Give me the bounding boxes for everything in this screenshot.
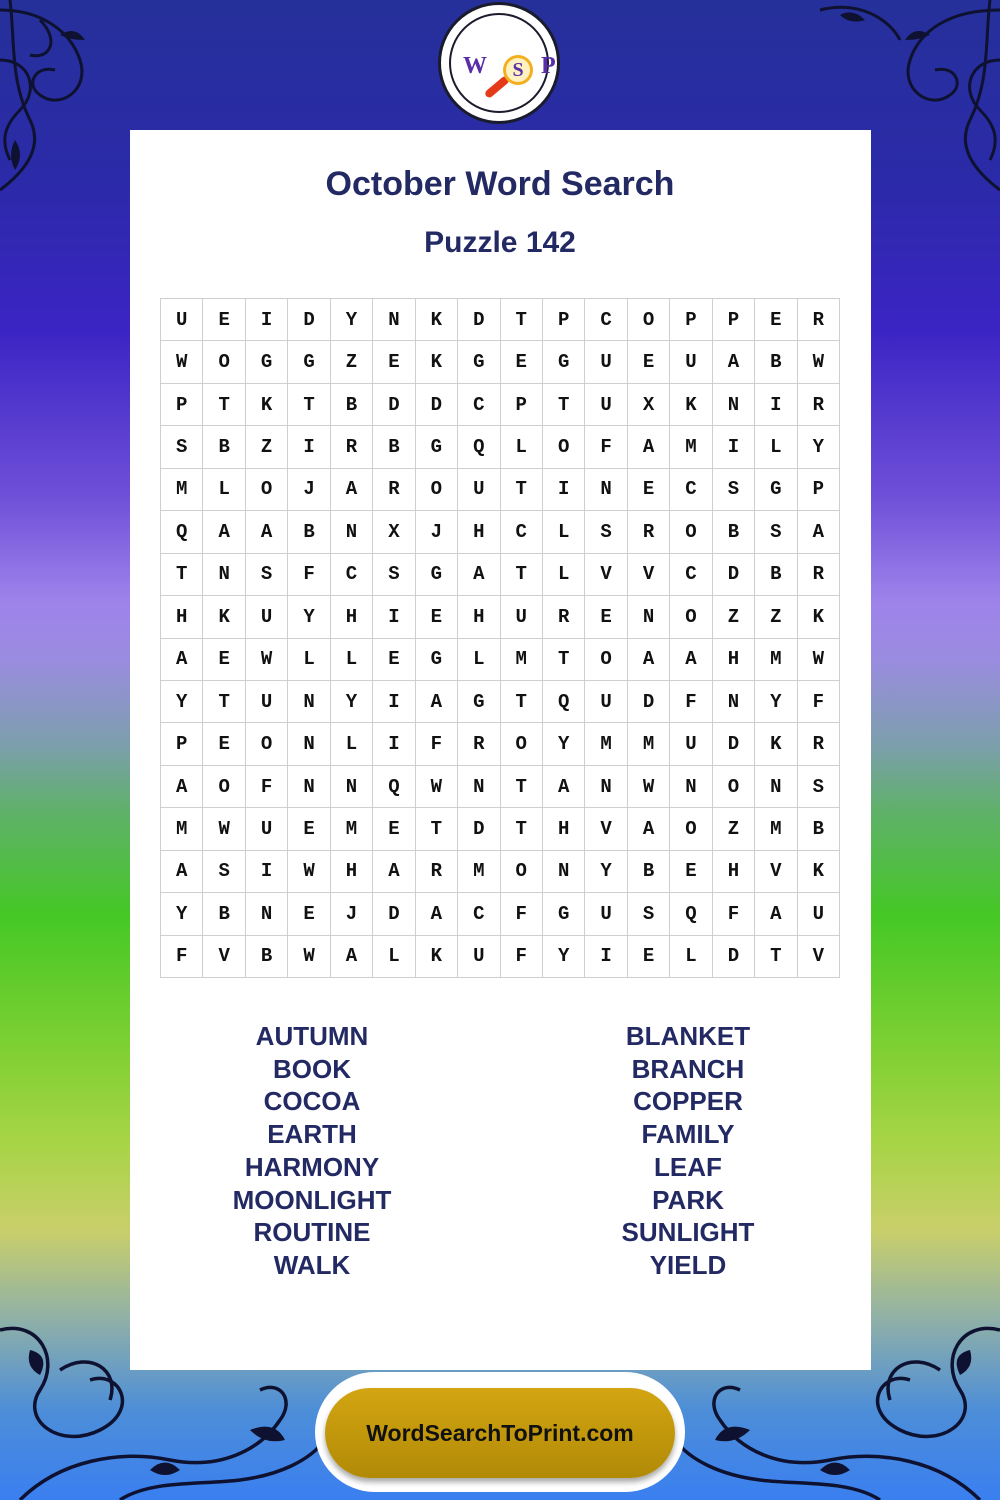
grid-cell[interactable]: I bbox=[246, 299, 288, 341]
grid-cell[interactable]: N bbox=[713, 384, 755, 426]
grid-cell[interactable]: B bbox=[246, 936, 288, 978]
grid-cell[interactable]: M bbox=[755, 808, 797, 850]
grid-cell[interactable]: E bbox=[755, 299, 797, 341]
grid-cell[interactable]: Y bbox=[543, 723, 585, 765]
grid-cell[interactable]: F bbox=[798, 681, 840, 723]
grid-cell[interactable]: L bbox=[755, 426, 797, 468]
grid-cell[interactable]: Y bbox=[585, 851, 627, 893]
grid-cell[interactable]: Z bbox=[331, 341, 373, 383]
grid-cell[interactable]: A bbox=[331, 469, 373, 511]
grid-cell[interactable]: C bbox=[331, 554, 373, 596]
grid-cell[interactable]: S bbox=[755, 511, 797, 553]
grid-cell[interactable]: L bbox=[373, 936, 415, 978]
grid-cell[interactable]: F bbox=[670, 681, 712, 723]
grid-cell[interactable]: L bbox=[288, 639, 330, 681]
grid-cell[interactable]: D bbox=[628, 681, 670, 723]
grid-cell[interactable]: U bbox=[670, 723, 712, 765]
puzzle-number: Puzzle 142 bbox=[424, 226, 576, 259]
grid-cell[interactable]: H bbox=[458, 596, 500, 638]
grid-cell[interactable]: E bbox=[288, 808, 330, 850]
grid-cell[interactable]: G bbox=[288, 341, 330, 383]
grid-cell[interactable]: F bbox=[416, 723, 458, 765]
grid-cell[interactable]: A bbox=[373, 851, 415, 893]
grid-cell[interactable]: I bbox=[373, 723, 415, 765]
grid-cell[interactable]: M bbox=[458, 851, 500, 893]
grid-cell[interactable]: B bbox=[798, 808, 840, 850]
grid-cell[interactable]: F bbox=[501, 936, 543, 978]
grid-cell[interactable]: W bbox=[798, 341, 840, 383]
grid-cell[interactable]: N bbox=[331, 766, 373, 808]
word-item: BOOK bbox=[273, 1053, 351, 1084]
grid-cell[interactable]: T bbox=[501, 766, 543, 808]
grid-cell[interactable]: E bbox=[288, 893, 330, 935]
grid-cell[interactable]: Q bbox=[670, 893, 712, 935]
grid-cell[interactable]: F bbox=[585, 426, 627, 468]
grid-cell[interactable]: R bbox=[798, 384, 840, 426]
grid-cell[interactable]: T bbox=[501, 469, 543, 511]
grid-cell[interactable]: B bbox=[755, 341, 797, 383]
grid-cell[interactable]: W bbox=[288, 851, 330, 893]
grid-cell[interactable]: R bbox=[458, 723, 500, 765]
grid-cell[interactable]: T bbox=[416, 808, 458, 850]
grid-cell[interactable]: D bbox=[713, 554, 755, 596]
grid-cell[interactable]: T bbox=[501, 299, 543, 341]
grid-cell[interactable]: I bbox=[543, 469, 585, 511]
grid-cell[interactable]: A bbox=[798, 511, 840, 553]
grid-cell[interactable]: K bbox=[798, 596, 840, 638]
logo-letter-w: W bbox=[463, 53, 487, 79]
word-item: MOONLIGHT bbox=[232, 1184, 392, 1215]
grid-cell[interactable]: G bbox=[246, 341, 288, 383]
grid-cell[interactable]: A bbox=[246, 511, 288, 553]
grid-cell[interactable]: P bbox=[798, 469, 840, 511]
grid-cell[interactable]: D bbox=[288, 299, 330, 341]
grid-cell[interactable]: S bbox=[161, 426, 203, 468]
grid-cell[interactable]: I bbox=[755, 384, 797, 426]
grid-cell[interactable]: E bbox=[203, 299, 245, 341]
grid-cell[interactable]: S bbox=[585, 511, 627, 553]
grid-cell[interactable]: S bbox=[203, 851, 245, 893]
grid-cell[interactable]: L bbox=[458, 639, 500, 681]
grid-cell[interactable]: N bbox=[331, 511, 373, 553]
grid-cell[interactable]: V bbox=[755, 851, 797, 893]
grid-cell[interactable]: T bbox=[501, 681, 543, 723]
grid-cell[interactable]: N bbox=[458, 766, 500, 808]
grid-cell[interactable]: D bbox=[373, 893, 415, 935]
grid-cell[interactable]: G bbox=[458, 681, 500, 723]
grid-cell[interactable]: E bbox=[203, 639, 245, 681]
grid-cell[interactable]: Q bbox=[543, 681, 585, 723]
grid-cell[interactable]: B bbox=[755, 554, 797, 596]
grid-cell[interactable]: L bbox=[331, 639, 373, 681]
grid-cell[interactable]: Z bbox=[713, 808, 755, 850]
grid-cell[interactable]: D bbox=[416, 384, 458, 426]
grid-cell[interactable]: U bbox=[501, 596, 543, 638]
grid-cell[interactable]: U bbox=[798, 893, 840, 935]
grid-cell[interactable]: M bbox=[628, 723, 670, 765]
grid-cell[interactable]: T bbox=[203, 384, 245, 426]
grid-cell[interactable]: E bbox=[628, 469, 670, 511]
grid-cell[interactable]: H bbox=[458, 511, 500, 553]
grid-cell[interactable]: Y bbox=[161, 893, 203, 935]
word-item: WALK bbox=[273, 1249, 351, 1280]
grid-cell[interactable]: H bbox=[331, 596, 373, 638]
grid-cell[interactable]: A bbox=[628, 426, 670, 468]
grid-cell[interactable]: Y bbox=[543, 936, 585, 978]
grid-cell[interactable]: V bbox=[203, 936, 245, 978]
grid-cell[interactable]: F bbox=[501, 893, 543, 935]
grid-cell[interactable]: A bbox=[628, 639, 670, 681]
grid-cell[interactable]: R bbox=[331, 426, 373, 468]
grid-cell[interactable]: U bbox=[458, 936, 500, 978]
grid-cell[interactable]: V bbox=[585, 554, 627, 596]
grid-cell[interactable]: B bbox=[628, 851, 670, 893]
grid-cell[interactable]: I bbox=[585, 936, 627, 978]
grid-cell[interactable]: T bbox=[288, 384, 330, 426]
grid-cell[interactable]: K bbox=[246, 384, 288, 426]
grid-cell[interactable]: C bbox=[501, 511, 543, 553]
word-list-left bbox=[162, 1020, 462, 1282]
grid-cell[interactable]: P bbox=[161, 723, 203, 765]
grid-cell[interactable]: G bbox=[458, 341, 500, 383]
grid-cell[interactable]: B bbox=[373, 426, 415, 468]
grid-cell[interactable]: H bbox=[161, 596, 203, 638]
grid-cell[interactable]: I bbox=[246, 851, 288, 893]
grid-cell[interactable]: L bbox=[670, 936, 712, 978]
grid-cell[interactable]: T bbox=[501, 554, 543, 596]
grid-cell[interactable]: B bbox=[331, 384, 373, 426]
grid-cell[interactable]: I bbox=[373, 596, 415, 638]
grid-cell[interactable]: D bbox=[713, 936, 755, 978]
grid-cell[interactable]: Q bbox=[161, 511, 203, 553]
grid-cell[interactable]: I bbox=[713, 426, 755, 468]
grid-cell[interactable]: C bbox=[458, 893, 500, 935]
grid-cell[interactable]: H bbox=[543, 808, 585, 850]
grid-cell[interactable]: V bbox=[628, 554, 670, 596]
grid-cell[interactable]: B bbox=[288, 511, 330, 553]
grid-cell[interactable]: W bbox=[246, 639, 288, 681]
grid-cell[interactable]: O bbox=[670, 596, 712, 638]
grid-cell[interactable]: G bbox=[416, 426, 458, 468]
grid-cell[interactable]: I bbox=[288, 426, 330, 468]
grid-cell[interactable]: O bbox=[713, 766, 755, 808]
grid-cell[interactable]: N bbox=[755, 766, 797, 808]
grid-cell[interactable]: K bbox=[798, 851, 840, 893]
word-item: COPPER bbox=[633, 1086, 743, 1117]
grid-cell[interactable]: K bbox=[670, 384, 712, 426]
grid-cell[interactable]: D bbox=[458, 299, 500, 341]
grid-cell[interactable]: R bbox=[798, 299, 840, 341]
grid-cell[interactable]: S bbox=[373, 554, 415, 596]
grid-cell[interactable]: M bbox=[755, 639, 797, 681]
grid-cell[interactable]: U bbox=[585, 893, 627, 935]
grid-cell[interactable]: M bbox=[585, 723, 627, 765]
grid-cell[interactable]: M bbox=[161, 469, 203, 511]
word-item: ROUTINE bbox=[253, 1217, 371, 1248]
grid-cell[interactable]: U bbox=[585, 681, 627, 723]
grid-cell[interactable]: P bbox=[670, 299, 712, 341]
grid-cell[interactable]: O bbox=[416, 469, 458, 511]
grid-cell[interactable]: U bbox=[161, 299, 203, 341]
grid-cell[interactable]: W bbox=[416, 766, 458, 808]
grid-cell[interactable]: N bbox=[713, 681, 755, 723]
grid-cell[interactable]: D bbox=[458, 808, 500, 850]
grid-cell[interactable]: A bbox=[161, 766, 203, 808]
grid-cell[interactable]: Z bbox=[246, 426, 288, 468]
grid-cell[interactable]: D bbox=[713, 723, 755, 765]
grid-cell[interactable]: G bbox=[755, 469, 797, 511]
grid-cell[interactable]: M bbox=[670, 426, 712, 468]
grid-cell[interactable]: T bbox=[501, 808, 543, 850]
grid-cell[interactable]: Y bbox=[798, 426, 840, 468]
grid-cell[interactable]: N bbox=[585, 766, 627, 808]
grid-cell[interactable]: A bbox=[203, 511, 245, 553]
grid-cell[interactable]: N bbox=[628, 596, 670, 638]
grid-cell[interactable]: E bbox=[203, 723, 245, 765]
grid-cell[interactable]: A bbox=[543, 766, 585, 808]
grid-cell[interactable]: P bbox=[501, 384, 543, 426]
grid-cell[interactable]: T bbox=[203, 681, 245, 723]
grid-cell[interactable]: A bbox=[161, 851, 203, 893]
grid-cell[interactable]: S bbox=[628, 893, 670, 935]
grid-cell[interactable]: L bbox=[543, 554, 585, 596]
grid-cell[interactable]: C bbox=[670, 554, 712, 596]
grid-cell[interactable]: A bbox=[628, 808, 670, 850]
grid-cell[interactable]: N bbox=[246, 893, 288, 935]
grid-cell[interactable]: W bbox=[203, 808, 245, 850]
grid-cell[interactable]: E bbox=[670, 851, 712, 893]
word-item: LEAF bbox=[654, 1151, 722, 1182]
grid-cell[interactable]: V bbox=[585, 808, 627, 850]
grid-cell[interactable]: O bbox=[628, 299, 670, 341]
word-item: YIELD bbox=[649, 1249, 727, 1280]
grid-cell[interactable]: P bbox=[543, 299, 585, 341]
logo-letter-s: S bbox=[503, 55, 533, 85]
grid-cell[interactable]: H bbox=[713, 851, 755, 893]
grid-cell[interactable]: X bbox=[628, 384, 670, 426]
grid-cell[interactable]: M bbox=[161, 808, 203, 850]
grid-cell[interactable]: W bbox=[798, 639, 840, 681]
grid-cell[interactable]: R bbox=[373, 469, 415, 511]
grid-cell[interactable]: T bbox=[161, 554, 203, 596]
grid-cell[interactable]: U bbox=[246, 808, 288, 850]
grid-cell[interactable]: Y bbox=[331, 299, 373, 341]
grid-cell[interactable]: J bbox=[288, 469, 330, 511]
grid-cell[interactable]: U bbox=[458, 469, 500, 511]
grid-cell[interactable]: F bbox=[246, 766, 288, 808]
grid-cell[interactable]: Z bbox=[713, 596, 755, 638]
grid-cell[interactable]: R bbox=[798, 723, 840, 765]
grid-cell[interactable]: N bbox=[585, 469, 627, 511]
grid-cell[interactable]: O bbox=[543, 426, 585, 468]
grid-cell[interactable]: A bbox=[670, 639, 712, 681]
grid-cell[interactable]: T bbox=[543, 384, 585, 426]
grid-cell[interactable]: N bbox=[543, 851, 585, 893]
grid-cell[interactable]: A bbox=[458, 554, 500, 596]
word-item: SUNLIGHT bbox=[621, 1217, 755, 1248]
grid-cell[interactable]: M bbox=[331, 808, 373, 850]
grid-cell[interactable]: K bbox=[416, 341, 458, 383]
grid-cell[interactable]: A bbox=[331, 936, 373, 978]
grid-cell[interactable]: O bbox=[203, 341, 245, 383]
grid-cell[interactable]: O bbox=[203, 766, 245, 808]
grid-cell[interactable]: U bbox=[246, 596, 288, 638]
grid-cell[interactable]: U bbox=[585, 341, 627, 383]
grid-cell[interactable]: B bbox=[713, 511, 755, 553]
grid-cell[interactable]: E bbox=[628, 936, 670, 978]
grid-cell[interactable]: I bbox=[373, 681, 415, 723]
grid-cell[interactable]: U bbox=[585, 384, 627, 426]
grid-cell[interactable]: A bbox=[713, 341, 755, 383]
grid-cell[interactable]: R bbox=[798, 554, 840, 596]
grid-cell[interactable]: G bbox=[416, 639, 458, 681]
grid-cell[interactable]: A bbox=[416, 893, 458, 935]
word-item: AUTUMN bbox=[255, 1021, 369, 1051]
grid-cell[interactable]: O bbox=[501, 851, 543, 893]
word-item: BRANCH bbox=[631, 1053, 745, 1084]
grid-cell[interactable]: H bbox=[331, 851, 373, 893]
grid-cell[interactable]: W bbox=[628, 766, 670, 808]
website-link-button[interactable]: WordSearchToPrint.com bbox=[325, 1388, 675, 1478]
letter-grid bbox=[160, 298, 840, 978]
grid-cell[interactable]: S bbox=[713, 469, 755, 511]
word-item: FAMILY bbox=[641, 1119, 735, 1150]
grid-cell[interactable]: O bbox=[585, 639, 627, 681]
grid-cell[interactable]: O bbox=[501, 723, 543, 765]
word-item: BLANKET bbox=[625, 1021, 751, 1051]
grid-cell[interactable]: X bbox=[373, 511, 415, 553]
grid-cell[interactable]: A bbox=[416, 681, 458, 723]
grid-cell[interactable]: Q bbox=[458, 426, 500, 468]
grid-cell[interactable]: R bbox=[628, 511, 670, 553]
grid-cell[interactable]: L bbox=[203, 469, 245, 511]
grid-cell[interactable]: Z bbox=[755, 596, 797, 638]
grid-cell[interactable]: C bbox=[458, 384, 500, 426]
grid-cell[interactable]: L bbox=[543, 511, 585, 553]
grid-cell[interactable]: A bbox=[161, 639, 203, 681]
grid-cell[interactable]: F bbox=[288, 554, 330, 596]
grid-cell[interactable]: K bbox=[203, 596, 245, 638]
grid-cell[interactable]: A bbox=[755, 893, 797, 935]
grid-cell[interactable]: T bbox=[543, 639, 585, 681]
word-item: COCOA bbox=[263, 1086, 361, 1117]
grid-cell[interactable]: C bbox=[670, 469, 712, 511]
grid-cell[interactable]: F bbox=[713, 893, 755, 935]
grid-cell[interactable]: L bbox=[501, 426, 543, 468]
grid-cell[interactable]: S bbox=[798, 766, 840, 808]
grid-cell[interactable]: G bbox=[543, 893, 585, 935]
grid-cell[interactable]: U bbox=[246, 681, 288, 723]
grid-cell[interactable]: G bbox=[416, 554, 458, 596]
grid-cell[interactable]: J bbox=[416, 511, 458, 553]
grid-cell[interactable]: W bbox=[161, 341, 203, 383]
grid-cell[interactable]: Y bbox=[161, 681, 203, 723]
grid-cell[interactable]: O bbox=[246, 469, 288, 511]
grid-cell[interactable]: N bbox=[203, 554, 245, 596]
grid-cell[interactable]: E bbox=[373, 808, 415, 850]
grid-cell[interactable]: B bbox=[203, 426, 245, 468]
grid-cell[interactable]: P bbox=[161, 384, 203, 426]
grid-cell[interactable]: N bbox=[288, 766, 330, 808]
wsp-logo[interactable] bbox=[438, 2, 560, 124]
word-item: PARK bbox=[652, 1184, 724, 1215]
grid-cell[interactable]: N bbox=[288, 723, 330, 765]
page-title: October Word Search bbox=[325, 165, 675, 203]
grid-cell[interactable]: Y bbox=[755, 681, 797, 723]
grid-cell[interactable]: H bbox=[713, 639, 755, 681]
grid-cell[interactable]: N bbox=[288, 681, 330, 723]
grid-cell[interactable]: Y bbox=[288, 596, 330, 638]
grid-cell[interactable]: K bbox=[755, 723, 797, 765]
grid-cell[interactable]: W bbox=[288, 936, 330, 978]
grid-cell[interactable]: E bbox=[373, 341, 415, 383]
grid-cell[interactable]: E bbox=[585, 596, 627, 638]
word-list-right bbox=[538, 1020, 838, 1282]
grid-cell[interactable]: O bbox=[246, 723, 288, 765]
grid-cell[interactable]: Y bbox=[331, 681, 373, 723]
grid-cell[interactable]: F bbox=[161, 936, 203, 978]
logo-ring bbox=[449, 13, 556, 113]
grid-cell[interactable]: O bbox=[670, 511, 712, 553]
grid-cell[interactable]: K bbox=[416, 299, 458, 341]
grid-cell[interactable]: M bbox=[501, 639, 543, 681]
grid-cell[interactable]: R bbox=[543, 596, 585, 638]
word-item: EARTH bbox=[267, 1119, 357, 1150]
grid-cell[interactable]: N bbox=[670, 766, 712, 808]
grid-cell[interactable]: T bbox=[755, 936, 797, 978]
grid-cell[interactable]: E bbox=[628, 341, 670, 383]
grid-cell[interactable]: D bbox=[373, 384, 415, 426]
grid-cell[interactable]: Q bbox=[373, 766, 415, 808]
grid-cell[interactable]: P bbox=[713, 299, 755, 341]
grid-cell[interactable]: N bbox=[373, 299, 415, 341]
grid-cell[interactable]: C bbox=[585, 299, 627, 341]
grid-cell[interactable]: O bbox=[670, 808, 712, 850]
grid-cell[interactable]: S bbox=[246, 554, 288, 596]
word-item: HARMONY bbox=[244, 1151, 380, 1182]
grid-cell[interactable]: J bbox=[331, 893, 373, 935]
grid-cell[interactable]: E bbox=[416, 596, 458, 638]
grid-cell[interactable]: E bbox=[373, 639, 415, 681]
grid-cell[interactable]: E bbox=[501, 341, 543, 383]
grid-cell[interactable]: U bbox=[670, 341, 712, 383]
grid-cell[interactable]: V bbox=[798, 936, 840, 978]
grid-cell[interactable]: R bbox=[416, 851, 458, 893]
grid-cell[interactable]: L bbox=[331, 723, 373, 765]
grid-cell[interactable]: B bbox=[203, 893, 245, 935]
grid-cell[interactable]: G bbox=[543, 341, 585, 383]
logo-letter-p: P bbox=[541, 53, 556, 79]
grid-cell[interactable]: K bbox=[416, 936, 458, 978]
